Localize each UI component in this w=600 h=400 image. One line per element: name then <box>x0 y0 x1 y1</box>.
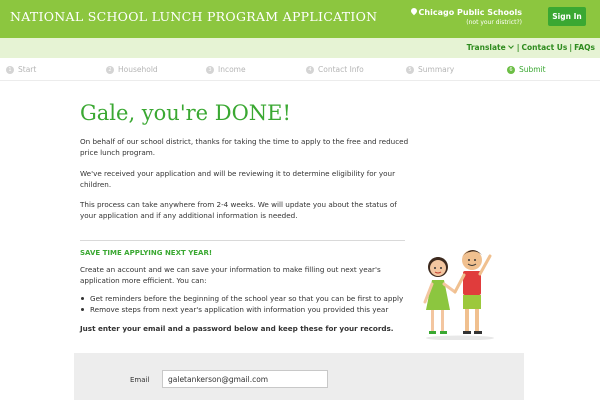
step-start <box>6 65 36 74</box>
location-pin-icon <box>409 7 417 15</box>
district-selector[interactable] <box>411 8 522 26</box>
utility-bar <box>0 38 600 58</box>
step-label: Income <box>218 65 246 74</box>
step-label: Summary <box>418 65 455 74</box>
step-summary <box>406 65 454 74</box>
benefits-list <box>80 293 420 315</box>
district-name: Chicago Public Schools <box>418 8 522 17</box>
sign-in-button[interactable]: Sign In <box>548 7 586 26</box>
list-item: Get reminders before the beginning of the school year so that you can be first to apply <box>80 293 420 304</box>
save-time-heading: SAVE TIME APPLYING NEXT YEAR! <box>80 249 213 257</box>
received-paragraph: We've received your application and will be reviewing it to determine eligibility for your children. <box>80 169 396 189</box>
step-submit <box>507 65 546 74</box>
progress-steps <box>0 62 600 80</box>
step-number: 5 <box>406 66 414 74</box>
link-separator: | <box>569 43 573 52</box>
step-contact-info <box>306 65 364 74</box>
page-title: Gale, you're DONE! <box>80 101 291 125</box>
link-separator: | <box>516 43 520 52</box>
list-item: Remove steps from next year's application with information you provided this year <box>80 304 420 315</box>
step-label: Start <box>18 65 37 74</box>
not-your-district-link[interactable]: (not your district?) <box>466 19 522 26</box>
steps-divider <box>0 80 600 81</box>
step-household <box>106 65 158 74</box>
faqs-link[interactable]: FAQs <box>574 43 595 52</box>
step-number: 3 <box>206 66 214 74</box>
email-label: Email <box>130 376 150 384</box>
thanks-paragraph: On behalf of our school district, thanks for taking the time to apply to the free and reduced price lunch program. <box>80 137 409 157</box>
step-income <box>206 65 246 74</box>
app-title: NATIONAL SCHOOL LUNCH PROGRAM APPLICATION <box>10 9 378 24</box>
records-note: Just enter your email and a password below and keep these for your records. <box>80 324 394 333</box>
contact-us-link[interactable]: Contact Us <box>521 43 568 52</box>
chevron-down-icon[interactable] <box>508 43 514 49</box>
section-divider <box>80 240 405 241</box>
step-label: Household <box>118 65 158 74</box>
step-number: 4 <box>306 66 314 74</box>
app-header <box>0 0 600 38</box>
step-label: Contact Info <box>318 65 364 74</box>
timeline-paragraph: This process can take anywhere from 2-4 weeks. We will update you about the status of your application and if any additional information is needed. <box>80 200 397 220</box>
step-number: 1 <box>6 66 14 74</box>
step-label: Submit <box>519 65 546 74</box>
create-account-paragraph: Create an account and we can save your information to make filling out next year's application more efficient. You can: <box>80 265 381 285</box>
step-number: 6 <box>507 66 515 74</box>
email-input[interactable] <box>162 370 328 388</box>
children-illustration <box>420 240 500 340</box>
step-number: 2 <box>106 66 114 74</box>
translate-link[interactable]: Translate <box>466 43 506 52</box>
